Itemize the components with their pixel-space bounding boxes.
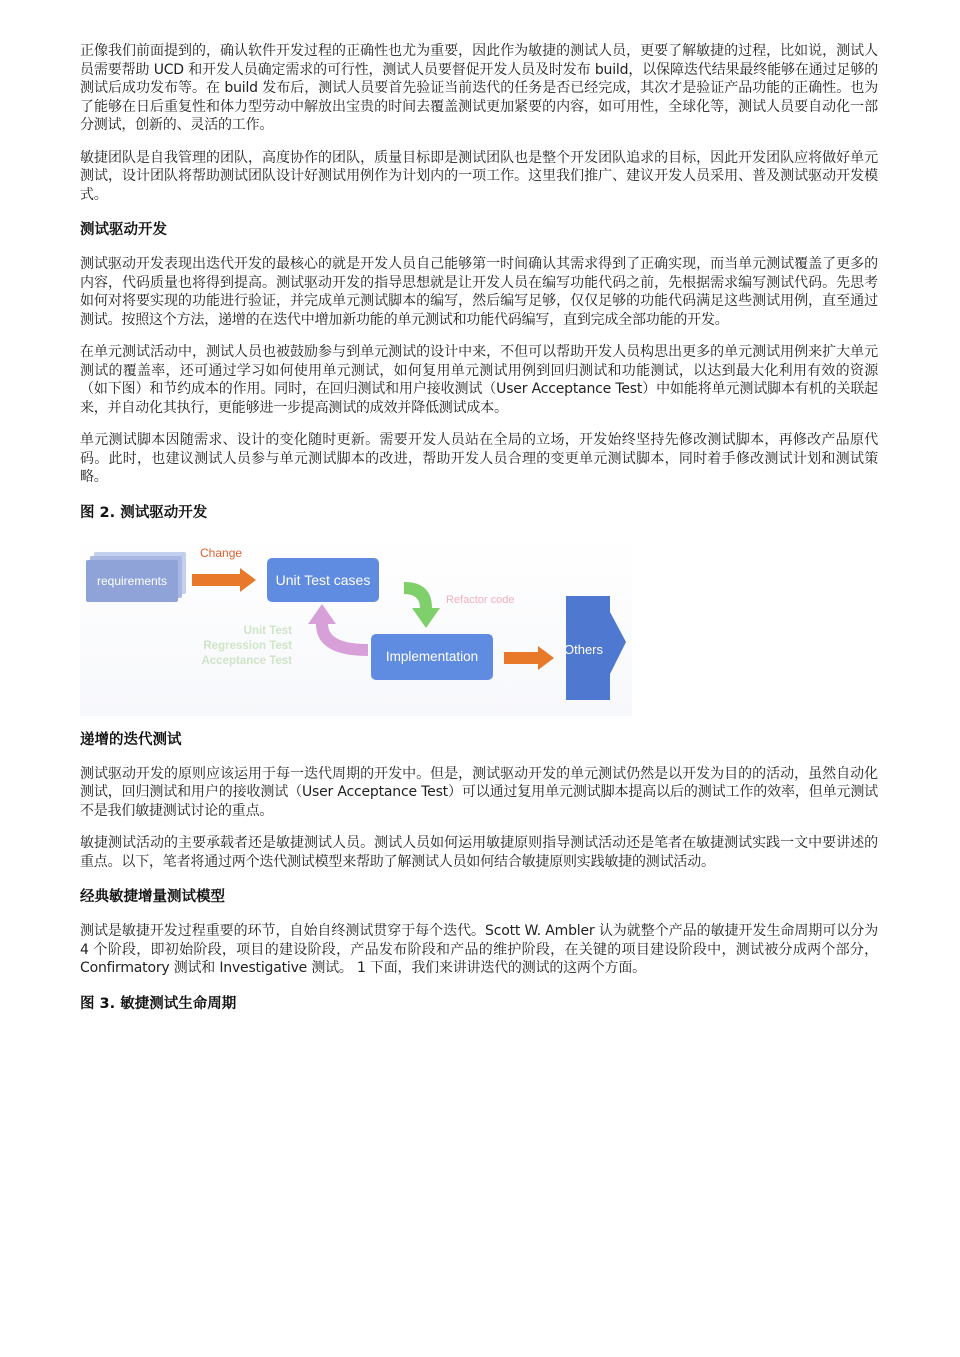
tests-label-group <box>180 624 292 669</box>
change-arrow <box>192 568 256 592</box>
others-label: Others <box>564 641 604 657</box>
paragraph-testing-lifecycle: 测试是敏捷开发过程重要的环节，自始自终测试贯穿于每个迭代。Scott W. Ambler 认为就整个产品的敏捷开发生命周期可以分为 4 个阶段，即初始阶段，项目的建设阶段，产品发布阶段和产品的维护阶段，在关键的项目建设阶段中，测试被分成两个部分，Confirmatory 测试和 Investigative 测试。 1 下面，我们来讲讲迭代的测试的这两个方面。 <box>80 923 878 976</box>
paragraph-unit-test-script: 单元测试脚本因随需求、设计的变化随时更新。需要开发人员站在全局的立场，开发始终坚持先修改测试脚本，再修改产品原代码。此时，也建议测试人员参与单元测试脚本的改进，帮助开发人员合理的变更单元测试脚本，同时着手修改测试计划和测试策略。 <box>80 432 878 485</box>
tests-arrow <box>308 604 368 656</box>
section-heading-classic-model: 经典敏捷增量测试模型 <box>80 889 225 905</box>
acceptance-test-label: Acceptance Test <box>201 654 292 667</box>
paragraph-unit-test-activity: 在单元测试活动中，测试人员也被鼓励参与到单元测试的设计中来，不但可以帮助开发人员构思出更多的单元测试用例来扩大单元测试的覆盖率，还可通过学习如何使用单元测试，如何复用单元测试用例到回归测试和功能测试，以达到最大化利用有效的资源（如下图）和节约成本的作用。同时，在回归测试和用户接收测试（User Acceptance Test）中如能将单元测试脚本有机的关联起来，并自动化其执行，更能够进一步提高测试的成效并降低测试成本。 <box>80 344 878 416</box>
paragraph-agile-team: 敏捷团队是自我管理的团队，高度协作的团队，质量目标即是测试团队也是整个开发团队追求的目标，因此开发团队应将做好单元测试，设计团队将帮助测试团队设计好测试用例作为计划内的一项工作。这里我们推广、建议开发人员采用、普及测试驱动开发模式。 <box>80 149 878 203</box>
paragraph-tdd: 测试驱动开发表现出迭代开发的最核心的就是开发人员自己能够第一时间确认其需求得到了正确实现，而当单元测试覆盖了更多的内容，代码质量也将得到提高。测试驱动开发的指导思想就是让开发人员在编写功能代码之前，先根据需求编写测试代码。先思考如何对将要实现的功能进行验证，并完成单元测试脚本的编写，然后编写足够，仅仅足够的功能代码满足这些测试用例，直至通过测试。按照这个方法，递增的在迭代中增加新功能的单元测试和功能代码编写，直到完成全部功能的开发。 <box>80 256 878 328</box>
requirements-box: requirements <box>86 560 178 602</box>
implementation-arrow <box>504 646 554 670</box>
figure-tdd-diagram <box>80 538 632 716</box>
paragraph-tdd-principle: 测试驱动开发的原则应该运用于每一迭代周期的开发中。但是，测试驱动开发的单元测试仍然是以开发为目的的活动，虽然自动化测试，回归测试和用户的接收测试（User Acceptance Test）可以通过复用单元测试脚本提高以后的测试工作的效率，但单元测试不是我们敏捷测试讨论的重点。 <box>80 765 878 819</box>
article-body <box>80 42 878 1029</box>
section-heading-tdd: 测试驱动开发 <box>80 222 167 238</box>
section-heading-iterative-testing: 递增的迭代测试 <box>80 731 182 748</box>
unit-test-cases-box: Unit Test cases <box>267 558 379 602</box>
implementation-box: Implementation <box>371 634 493 680</box>
figure-3-caption: 图 3. 敏捷测试生命周期 <box>80 995 237 1012</box>
regression-test-label: Regression Test <box>203 639 292 652</box>
refactor-arrow <box>404 582 440 628</box>
paragraph-agile-testers: 敏捷测试活动的主要承载者还是敏捷测试人员。测试人员如何运用敏捷原则指导测试活动还是笔者在敏捷测试实践一文中要讲述的重点。以下，笔者将通过两个迭代测试模型来帮助了解测试人员如何结合敏捷原则实践敏捷的测试活动。 <box>80 835 878 870</box>
figure-2-caption: 图 2. 测试驱动开发 <box>80 504 208 521</box>
refactor-code-label: Refactor code <box>446 593 515 606</box>
change-label: Change <box>200 545 243 560</box>
unit-test-label: Unit Test <box>243 624 292 637</box>
paragraph-intro: 正像我们前面提到的，确认软件开发过程的正确性也尤为重要，因此作为敏捷的测试人员，更要了解敏捷的过程，比如说，测试人员需要帮助 UCD 和开发人员确定需求的可行性，测试人员要督促开发人员及时发布 build，以保障迭代结果最终能够在通过足够的测试后成功发布等。在 build 发布后，测试人员要首先验证当前迭代的任务是否已经完成，其次才是验证产品功能的正确性。也为了能够在日后重复性和体力型劳动中解放出宝贵的时间去覆盖测试更加紧要的内容，如可用性，全球化等，测试人员要自动化一部分测试，创新的、灵活的工作。 <box>80 43 878 133</box>
